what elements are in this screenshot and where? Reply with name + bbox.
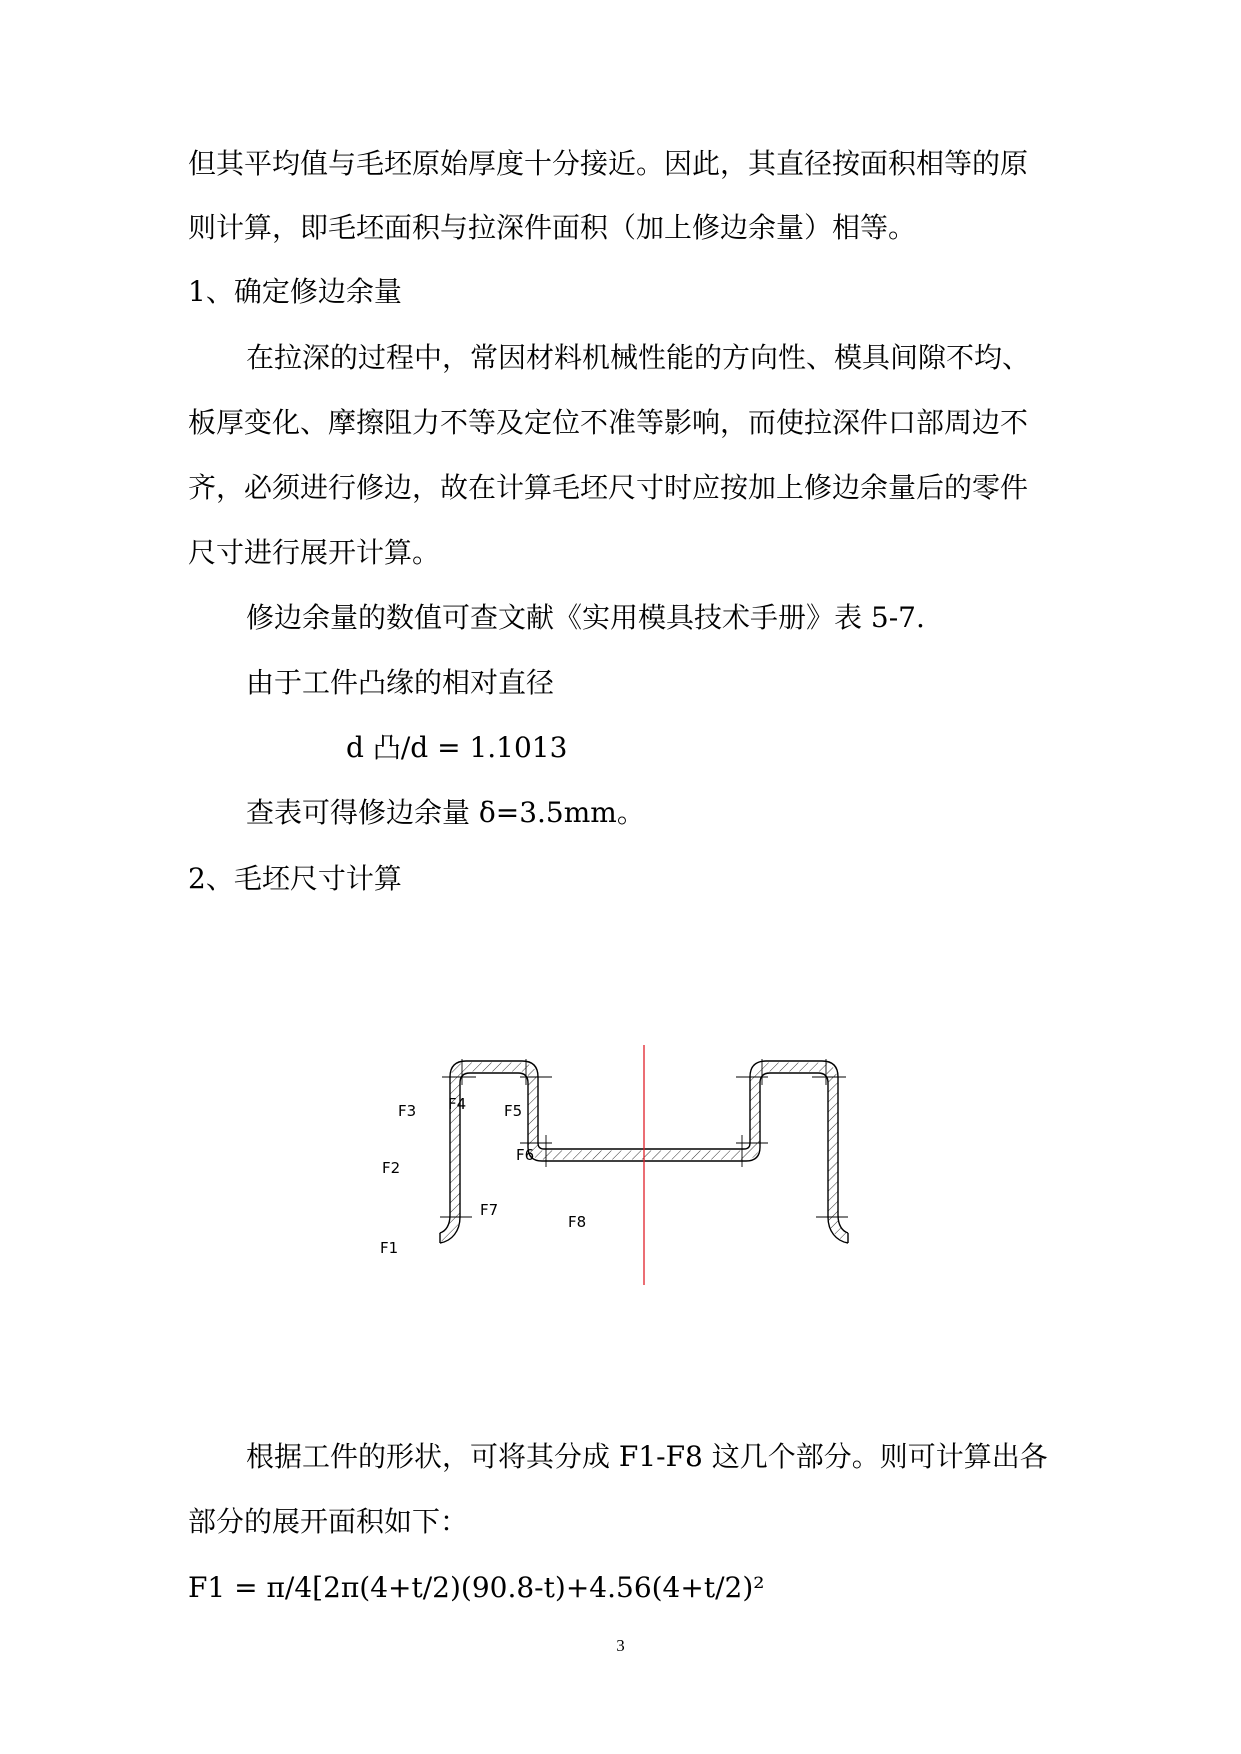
- label-f5: F5: [504, 1102, 523, 1120]
- profile-drawing: [380, 1045, 880, 1285]
- formula-line: F1 = π/4[2π(4+t/2)(90.8-t)+4.56(4+t/2)²: [188, 1571, 765, 1604]
- section-heading: 1、确定修边余量: [188, 275, 402, 308]
- section-heading: 2、毛坯尺寸计算: [188, 862, 402, 895]
- paragraph-line: 部分的展开面积如下：: [188, 1505, 469, 1538]
- label-f3: F3: [398, 1102, 417, 1120]
- label-f4: F4: [448, 1095, 467, 1113]
- paragraph-line: 在拉深的过程中，常因材料机械性能的方向性、模具间隙不均、: [246, 341, 1031, 374]
- paragraph-line: 齐，必须进行修边，故在计算毛坯尺寸时应按加上修边余量后的零件: [188, 471, 1029, 504]
- formula-line: d 凸/d = 1.1013: [346, 731, 568, 764]
- paragraph-line: 查表可得修边余量 δ=3.5mm。: [246, 796, 645, 829]
- paragraph-line: 由于工件凸缘的相对直径: [246, 666, 555, 699]
- paragraph-line: 板厚变化、摩擦阻力不等及定位不准等影响，而使拉深件口部周边不: [188, 406, 1029, 439]
- label-f6: F6: [516, 1146, 535, 1164]
- paragraph-line: 根据工件的形状，可将其分成 F1-F8 这几个部分。则可计算出各: [246, 1440, 1048, 1473]
- label-f8: F8: [568, 1213, 587, 1231]
- paragraph-line: 则计算，即毛坯面积与拉深件面积（加上修边余量）相等。: [188, 211, 917, 244]
- label-f7: F7: [480, 1201, 499, 1219]
- label-f1: F1: [380, 1239, 399, 1257]
- paragraph-line: 但其平均值与毛坯原始厚度十分接近。因此，其直径按面积相等的原: [188, 147, 1029, 180]
- page-number: 3: [616, 1636, 625, 1655]
- paragraph-line: 修边余量的数值可查文献《实用模具技术手册》表 5-7.: [246, 601, 925, 634]
- label-f2: F2: [382, 1159, 401, 1177]
- cross-section-diagram: [380, 1045, 880, 1285]
- paragraph-line: 尺寸进行展开计算。: [188, 536, 441, 569]
